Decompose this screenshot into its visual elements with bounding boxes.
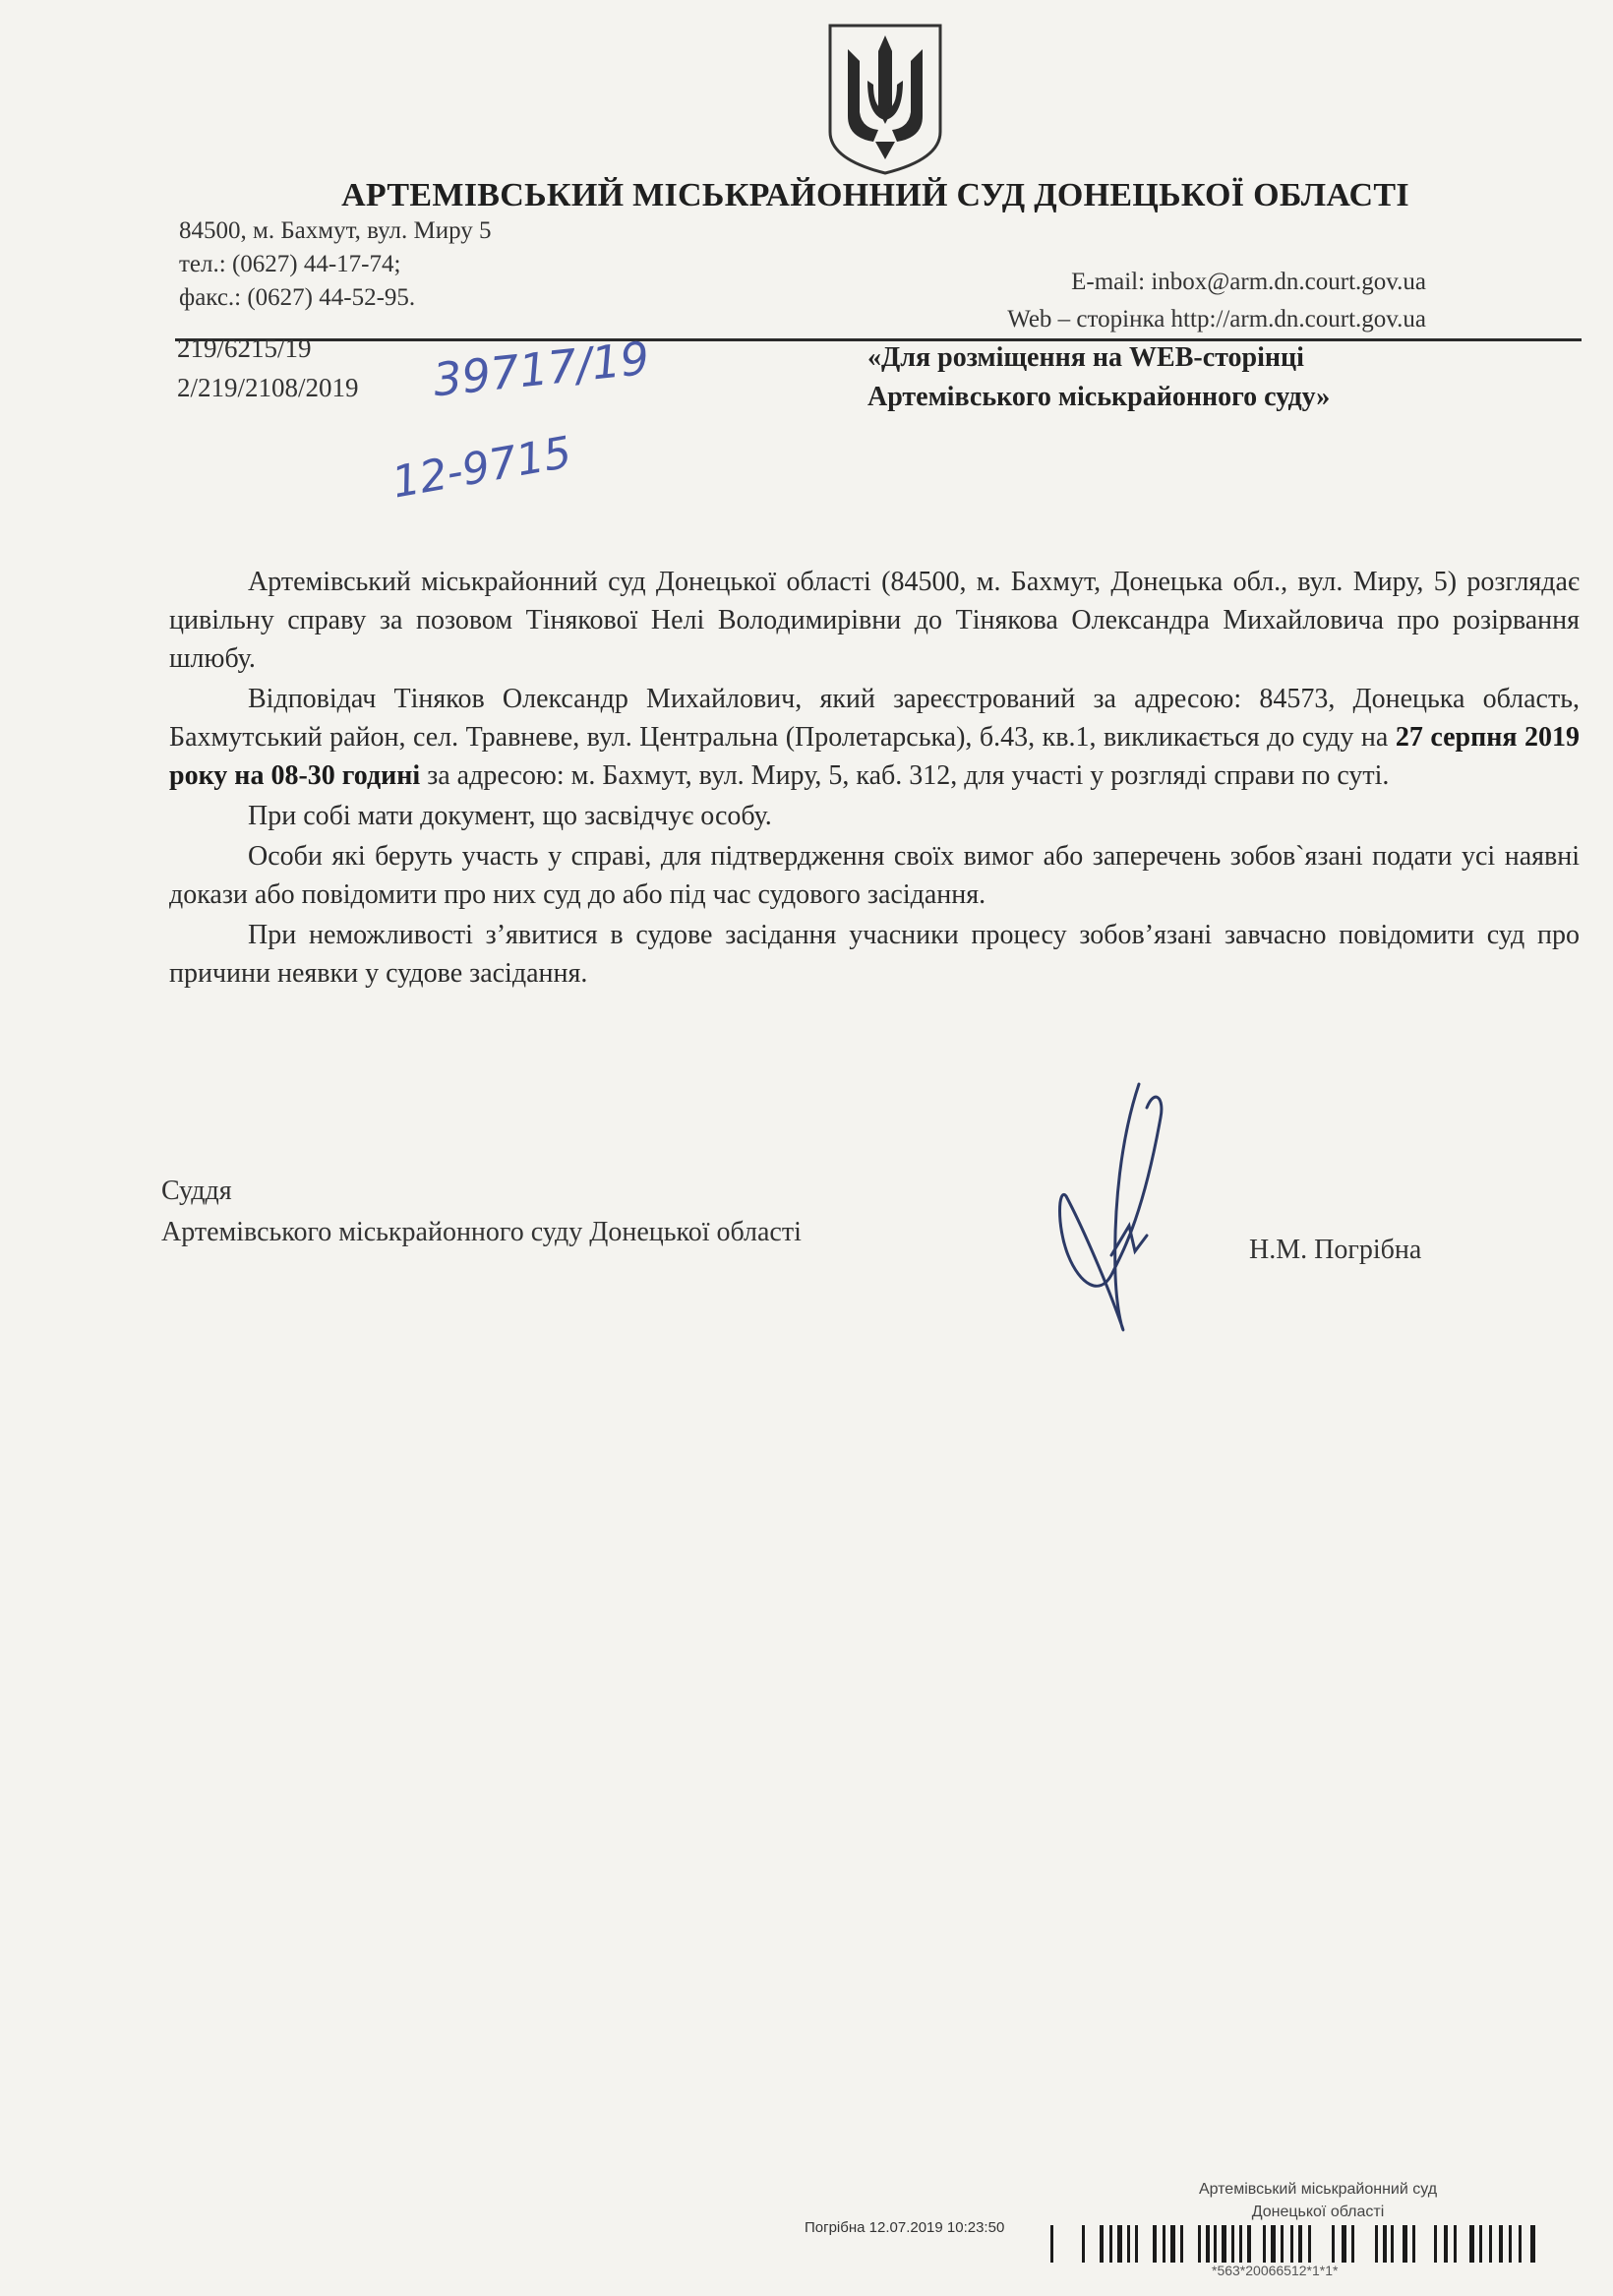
paragraph-case-intro: Артемівський міськрайонний суд Донецької області (84500, м. Бахмут, Донецька обл., вул. Миру, 5) розглядає цивільну справу за позовом Тінякової Нелі Володимирівни до Тінякова Олександра Михайловича про розірвання шлюбу.: [169, 567, 1580, 674]
judge-signature-block: [161, 1171, 802, 1253]
tryzub-coat-of-arms-icon: [824, 22, 946, 177]
hearing-location-text: за адресою: м. Бахмут, вул. Миру, 5, каб. 312, для участі у розгляді справи по суті.: [420, 760, 1390, 791]
judge-name: Н.М. Погрібна: [1249, 1235, 1422, 1265]
court-online-contacts: [1007, 264, 1426, 338]
handwritten-signature: [1052, 1078, 1180, 1344]
hearing-date-time: 27 серпня 2019 року на 08-30 годині: [169, 722, 1580, 791]
court-address: 84500, м. Бахмут, вул. Миру 5: [179, 217, 492, 244]
barcode-icon: [1050, 2225, 1542, 2263]
case-references: [177, 329, 359, 407]
registration-stamp-court: [1161, 2178, 1475, 2223]
paragraph-evidence: Особи які беруть участь у справі, для підтвердження своїх вимог або заперечень зобов`язані подати усі наявні докази або повідомити про них суд до або під час судового засідання.: [169, 841, 1580, 910]
web-publication-note: [867, 338, 1330, 417]
handwritten-note: 12-9715: [388, 427, 575, 509]
defendant-address-text: Відповідач Тіняков Олександр Михайлович, який зареєстрований за адресою: 84573, Донецька область, Бахмутський район, сел. Травневе, вул. Центральна (Пролетарська), б.43, кв.1, викликається до суду на: [169, 684, 1580, 753]
web-note-line-2: Артемівського міськрайонного суду»: [867, 382, 1331, 412]
summons-body: [169, 563, 1580, 995]
court-fax: факс.: (0627) 44-52-95.: [179, 284, 416, 311]
registration-stamp-meta: Погрібна 12.07.2019 10:23:50: [805, 2219, 1005, 2236]
court-contacts: [179, 214, 492, 315]
court-web: Web – сторінка http://arm.dn.court.gov.ua: [1007, 306, 1426, 332]
web-note-line-1: «Для розміщення на WEB-сторінці: [867, 342, 1304, 373]
court-phone: тел.: (0627) 44-17-74;: [179, 251, 401, 277]
stamp-court-line-2: Донецької області: [1251, 2204, 1385, 2220]
barcode-number: *563*20066512*1*1*: [1212, 2263, 1339, 2278]
paragraph-absence-notice: При неможливості з’явитися в судове засідання учасники процесу зобов’язані завчасно повідомити суд про причини неявки у судове засідання.: [169, 920, 1580, 989]
proceeding-number: 2/219/2108/2019: [177, 373, 359, 402]
handwritten-registration-number: 39717/19: [430, 331, 652, 407]
paragraph-defendant-summons: [169, 680, 1580, 795]
judge-court: Артемівського міськрайонного суду Донецької області: [161, 1217, 802, 1247]
court-title: АРТЕМІВСЬКИЙ МІСЬКРАЙОННИЙ СУД ДОНЕЦЬКОЇ ОБЛАСТІ: [341, 177, 1409, 213]
case-number: 219/6215/19: [177, 333, 312, 363]
paragraph-id-document: При собі мати документ, що засвідчує особу.: [248, 801, 772, 831]
stamp-court-line-1: Артемівський міськрайонний суд: [1198, 2181, 1438, 2198]
judge-title: Суддя: [161, 1176, 232, 1206]
court-email: E-mail: inbox@arm.dn.court.gov.ua: [1071, 269, 1426, 295]
